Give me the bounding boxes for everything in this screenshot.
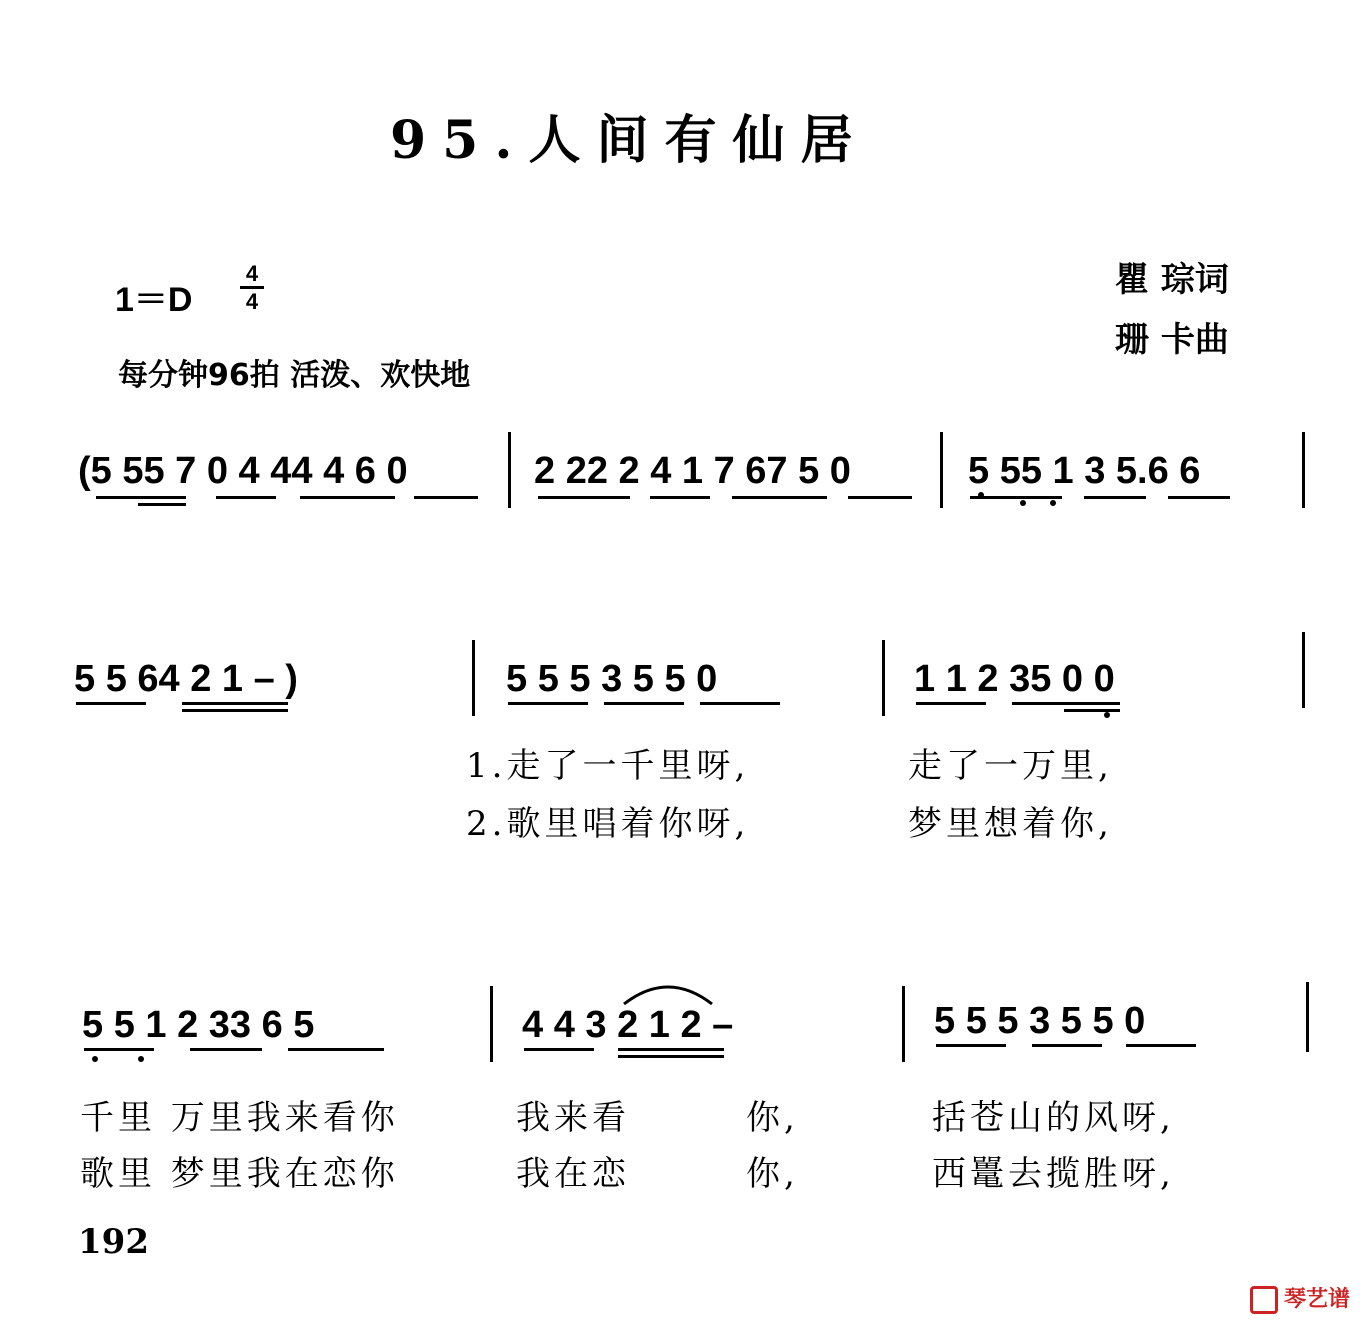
lyric-v1-line3-phrase2: 我来看 (516, 1098, 630, 1138)
beam-underline (916, 702, 986, 705)
beam-underline (300, 496, 395, 499)
beam-underline (190, 1048, 262, 1051)
row1-measure1: (5 55 7 0 4 44 4 6 0 (78, 450, 408, 492)
low-octave-dot (978, 492, 984, 498)
low-octave-dot (92, 1056, 98, 1062)
lyric-v1-line3-phrase1: 千里 万里我来看你 (80, 1098, 399, 1138)
beam-underline (650, 496, 710, 499)
low-octave-dot (138, 1056, 144, 1062)
barline (940, 432, 943, 508)
slur-arc (620, 976, 716, 1006)
row3-measure2: 4 4 3 2 1 2 – (522, 1004, 734, 1046)
beam-underline (508, 702, 588, 705)
time-signature-top: 4 (245, 261, 259, 286)
row2-measure1: 5 5 64 2 1 – ) (74, 658, 298, 700)
low-octave-dot (1020, 500, 1026, 506)
barline (882, 640, 885, 716)
lyric-v2-phrase1: 2.歌里唱着你呀, (466, 804, 750, 844)
row1-measure2: 2 22 2 4 1 7 67 5 0 (534, 450, 851, 492)
beam-underline (1126, 1044, 1196, 1047)
lyric-v1-phrase1: 1.走了一千里呀, (466, 746, 750, 786)
beam-underline (216, 496, 276, 499)
beam-underline (182, 702, 288, 705)
song-title: 95.人间有仙居 (390, 110, 869, 171)
beam-underline (732, 496, 827, 499)
lyric-v1-line3-phrase3: 你, (746, 1098, 799, 1138)
beam-underline (700, 702, 780, 705)
key-signature: 1＝D (115, 281, 193, 319)
beam-underline (182, 709, 288, 712)
barline (508, 432, 511, 508)
low-octave-dot (1050, 500, 1056, 506)
lyric-v2-line3-phrase1: 歌里 梦里我在恋你 (80, 1154, 399, 1194)
row2-measure3: 1 1 2 35 0 0 (914, 658, 1115, 700)
beam-underline (76, 702, 146, 705)
time-signature-bottom: 4 (245, 289, 259, 314)
beam-underline (96, 496, 186, 499)
tempo-marking: 每分钟96拍 活泼、欢快地 (118, 358, 471, 393)
barline (1302, 432, 1305, 508)
beam-underline (1168, 496, 1230, 499)
row3-measure3: 5 5 5 3 5 5 0 (934, 1000, 1146, 1042)
barline (1302, 632, 1305, 708)
lyric-v2-line3-phrase3: 你, (746, 1154, 799, 1194)
barline (902, 986, 905, 1062)
lyric-v1-line3-phrase4: 括苍山的风呀, (932, 1098, 1175, 1138)
beam-underline (1084, 496, 1146, 499)
watermark-text: 琴艺谱 (1283, 1287, 1350, 1312)
beam-underline (1012, 702, 1120, 705)
watermark (1250, 1282, 1350, 1314)
beam-underline (604, 702, 684, 705)
lyric-v2-line3-phrase2: 我在恋 (516, 1154, 630, 1194)
beam-underline (618, 1055, 724, 1058)
watermark-logo-icon (1250, 1286, 1278, 1314)
beam-underline (414, 496, 478, 499)
beam-underline (618, 1048, 724, 1051)
beam-underline (970, 496, 1062, 499)
beam-underline (1032, 1044, 1102, 1047)
beam-underline (288, 1048, 384, 1051)
page-number: 192 (78, 1222, 149, 1262)
composer-credit: 珊 卡曲 (1115, 320, 1229, 360)
low-octave-dot (1104, 712, 1110, 718)
beam-underline (138, 503, 186, 506)
beam-underline (936, 1044, 1006, 1047)
barline (490, 986, 493, 1062)
time-signature (240, 262, 264, 313)
beam-underline (524, 1048, 594, 1051)
lyricist-credit: 瞿 琮词 (1115, 260, 1229, 300)
row1-measure3: 5 55 1 3 5.6 6 (968, 450, 1201, 492)
row2-measure2: 5 5 5 3 5 5 0 (506, 658, 718, 700)
lyric-v2-phrase2: 梦里想着你, (908, 804, 1113, 844)
beam-underline (84, 1048, 154, 1051)
barline (1306, 982, 1309, 1052)
beam-underline (538, 496, 630, 499)
lyric-v2-line3-phrase4: 西鼍去揽胜呀, (932, 1154, 1175, 1194)
beam-underline (1064, 709, 1120, 712)
barline (472, 640, 475, 716)
row3-measure1: 5 5 1 2 33 6 5 (82, 1004, 315, 1046)
lyric-v1-phrase2: 走了一万里, (908, 746, 1113, 786)
beam-underline (848, 496, 912, 499)
